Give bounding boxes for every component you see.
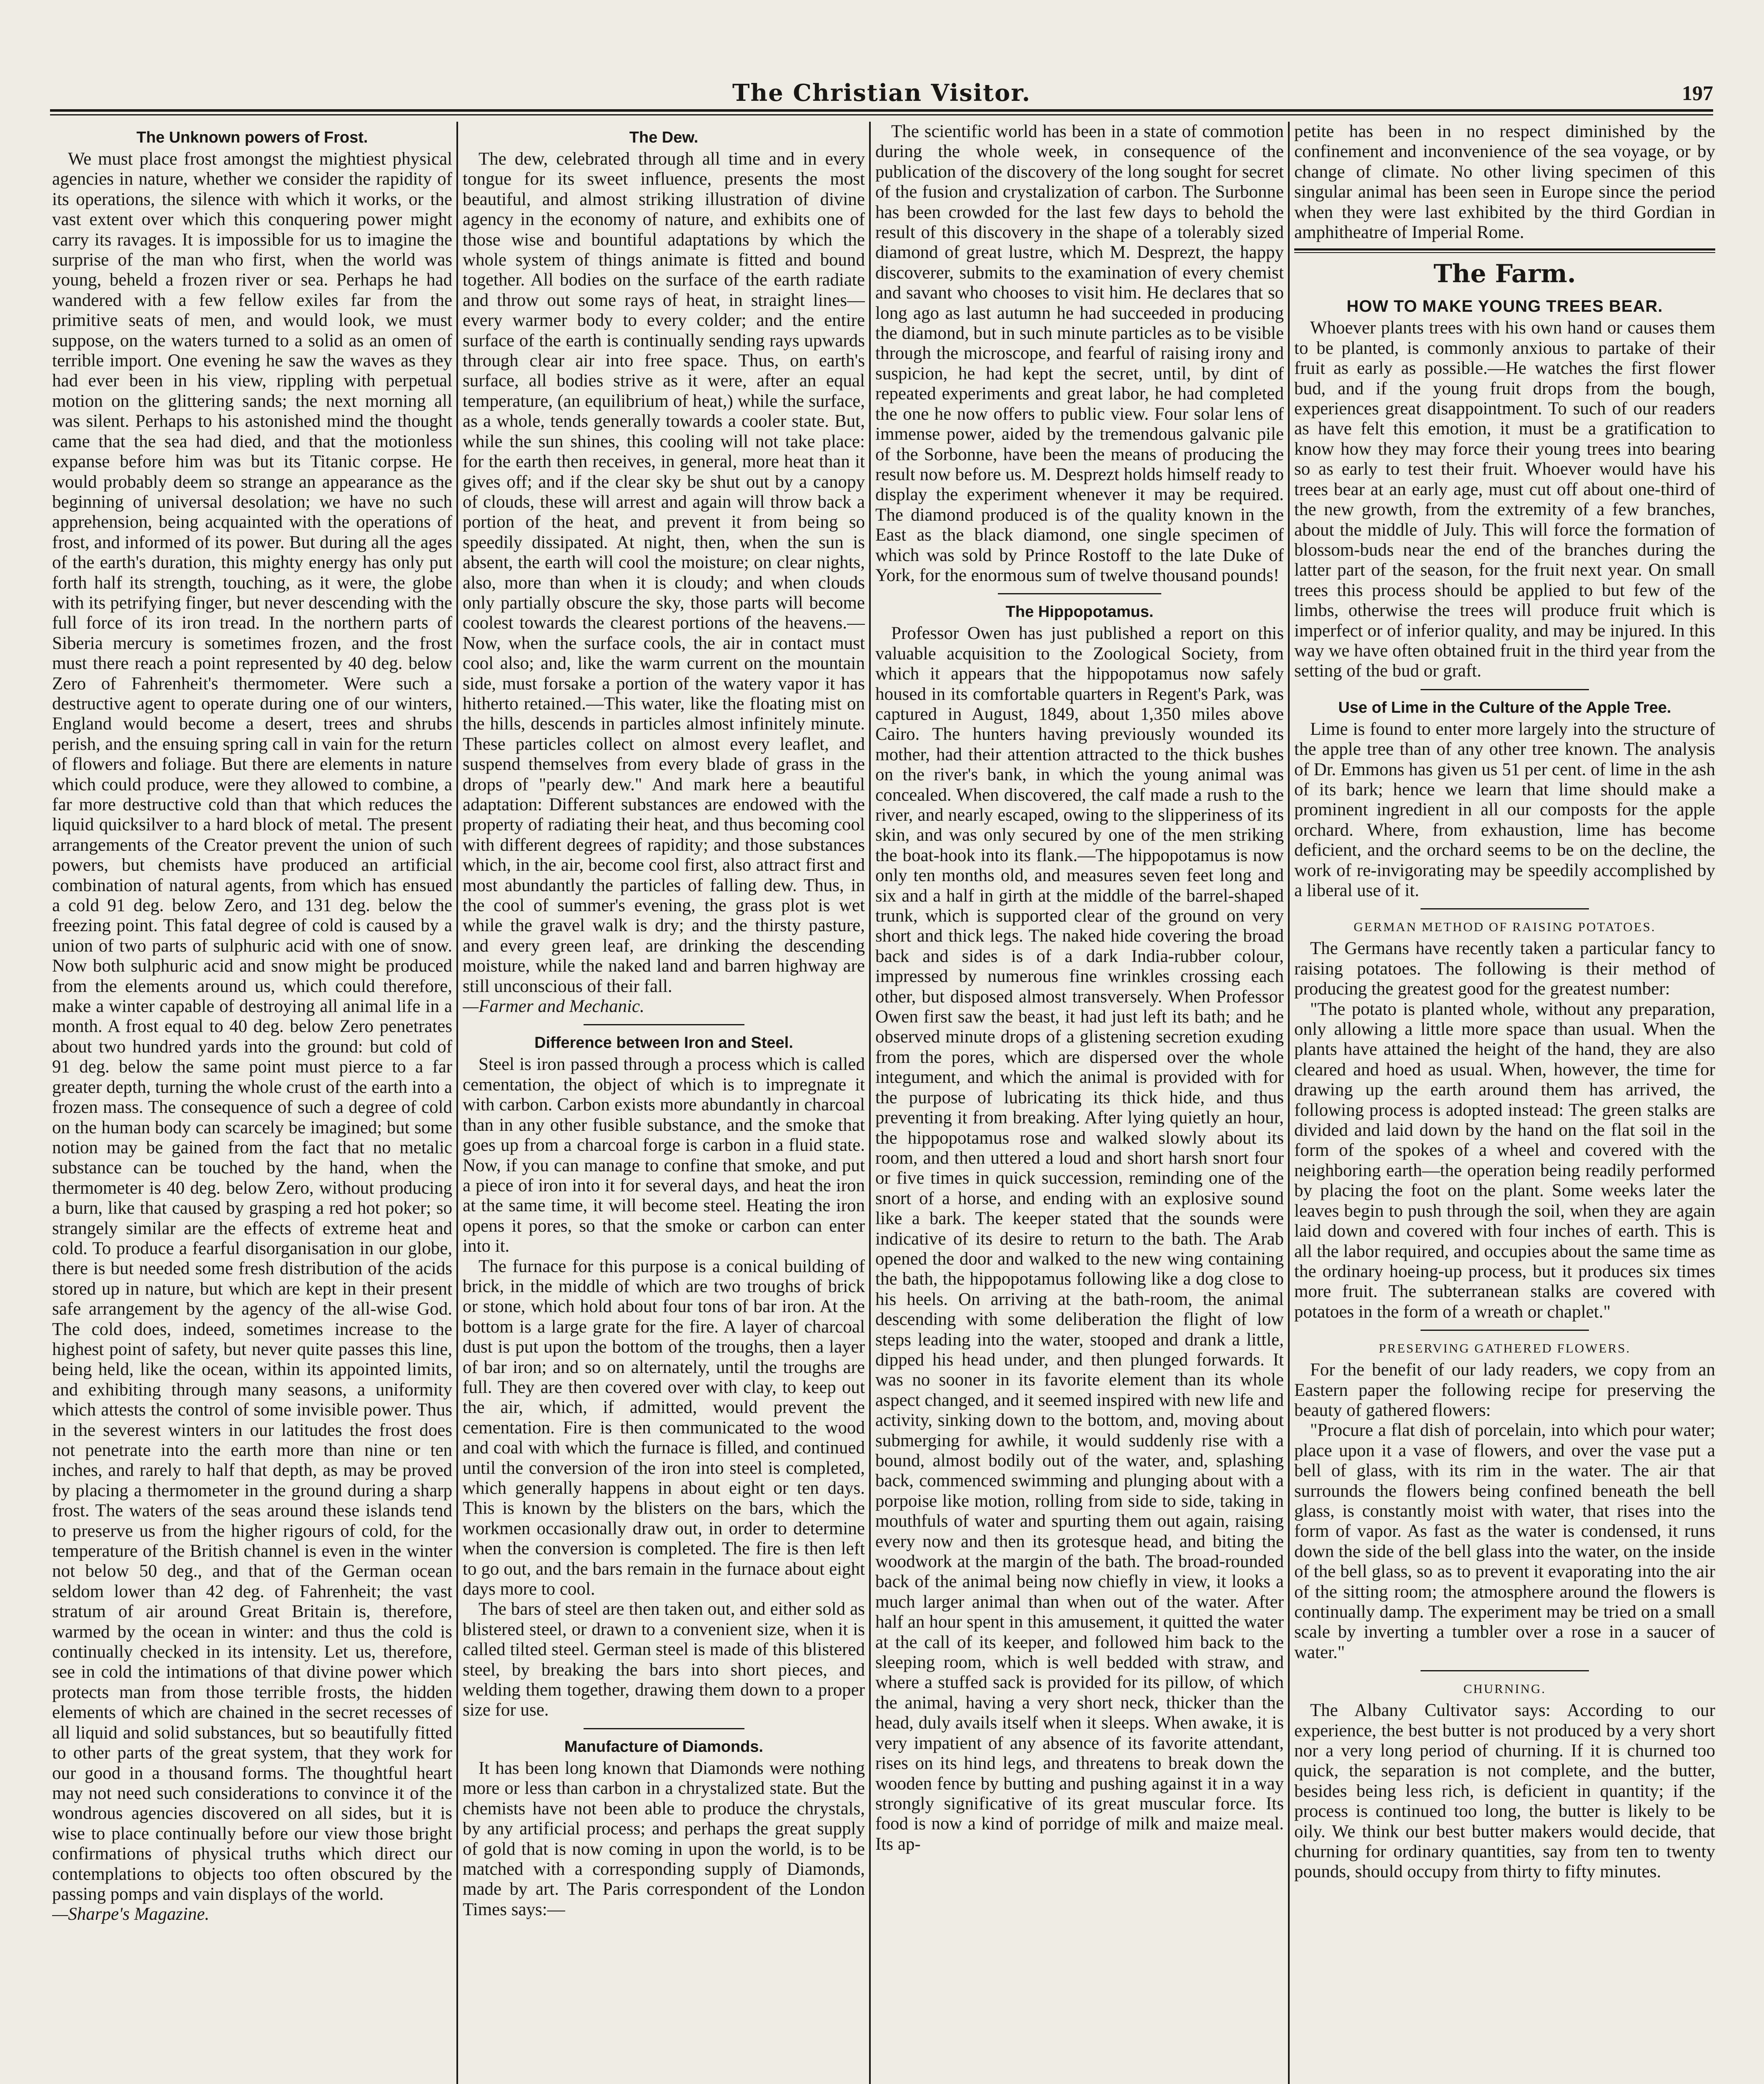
article-paragraph: We must place frost amongst the mightiest physical agencies in nature, whether we consider the rapidity of its operations, the silence with which it works, or the vast extent over which this conquering power might carry its ravages. It is impossible for us to imagine the surprise of the man who first, when the world was young, beheld a frozen river or sea. Perhaps he had wandered with a few fellow exiles far from the primitive seats of men, and would look, we must suppose, on the waters turned to a solid as an omen of terrible import. One evening he saw the waves as they had ever been in his view, rippling with perpetual motion on the glittering sands; the next morning all was silent. Perhaps to his astonished mind the thought came that the sea had died, and that the motionless expanse before him was but its Titanic corpse. He would probably deem so strange an appearance as the beginning of universal desolation; we have no such apprehension, being acquainted with the operations of frost, and informed of its power. But during all the ages of the earth's duration, this mighty energy has only put forth half its strength, touching, as it were, the globe with its petrifying finger, but never descending with the full force of its iron tread. In the northern parts of Siberia mercury is sometimes frozen, and the frost must there reach a point represented by 40 deg. below Zero of Fahrenheit's thermometer. Were such a destructive agent to operate during one of our winters, England would become a desert, trees and shrubs perish, and the ensuing spring call in vain for the return of flowers and foliage. But there are elements in nature which could produce, were they allowed to combine, a far more destructive cold than that which reduces the liquid quicksilver to a hard block of metal. The present arrangements of the Creator prevent the union of such powers, but chemists have produced an artificial combination of natural agents, from which has ensued a cold 91 deg. below Zero, and 131 deg. below the freezing point. This fatal degree of cold is caused by a union of two parts of sulphuric acid with one of snow. Now both sulphuric acid and snow might be produced from the elements around us, which could therefore, make a winter capable of destroying all animal life in a month. A frost equal to 40 deg. below Zero penetrates about two hundred yards into the ground: but cold of 91 deg. below the same point must pierce to a far greater depth, turning the whole crust of the earth into a frozen mass. The consequence of such a degree of cold on the human body can scarcely be imagined; but some notion may be gained from the fact that no metalic substance can be touched by the hand, when the thermometer is 40 deg. below Zero, without producing a burn, like that caused by grasping a red hot poker; so strangely similar are the effects of extreme heat and cold. To produce a fearful disorganisation in our globe, there is but needed some fresh distribution of the acids stored up in nature, but which are kept in their present safe arrangement by the agency of the all-wise God. The cold does, indeed, sometimes increase to the highest point of safety, but never quite passes this line, being held, like the ocean, within its appointed limits, and exhibiting through many seasons, a uniformity which attests the control of some invisible power. Thus in the severest winters in our latitudes the frost does not penetrate into the earth more than nine or ten inches, and rarely to half that depth, as may be proved by placing a thermometer in the ground during a sharp frost. The waters of the seas around these islands tend to preserve us from the higher rigours of cold, for the temperature of the British channel is even in the winter not below 50 deg., and that of the German ocean seldom lower than 42 deg. of Fahrenheit; the vast stratum of air around Great Britain is, therefore, warmed by the ocean in winter: and thus the cold is continually checked in its intensity. Let us, therefore, see in cold the intimations of that divine power which protects man from those terrible frosts, the hidden elements of which are chained in the secret recesses of all liquid and solid substances, but so beautifully fitted to other parts of the great system, that they work for our good in a thousand forms. The thoughtful heart may not need such considerations to convince it of the wondrous agencies discovered on all sides, but it is wise to place continually before our view those bright confirmations of physical truths which direct our contemplations to objects too often obscured by the passing pomps and vain displays of the world. bbox=[52, 149, 452, 1904]
article-paragraph: petite has been in no respect diminished by the confinement and inconvenience of the sea voyage, or by change of climate. No other living specimen of this singular animal has been seen in Europe since the period when they were last exhibited by the third Gordian in amphitheatre of Imperial Rome. bbox=[1294, 122, 1715, 243]
section-heading-farm: The Farm. bbox=[1433, 259, 1576, 289]
article-title-dew: The Dew. bbox=[629, 129, 699, 146]
article-paragraph: The bars of steel are then taken out, and either sold as blistered steel, or drawn to a convenient size, when it is called tilted steel. German steel is made of this blistered steel, by breaking the bars into short pieces, and welding them together, drawing them down to a proper size for use. bbox=[463, 1599, 865, 1720]
article-paragraph: "The potato is planted whole, without any preparation, only allowing a little more space than usual. When the plants have attained the height of the hand, they are also cleared and hoed as usual. When, however, the time for drawing up the earth around them has arrived, the following process is adopted instead: The green stalks are divided and laid down by the hand on the flat soil in the form of the spokes of a wheel and covered with the neighboring earth—the operation being readily performed by placing the foot on the plant. Some weeks later the leaves begin to push through the soil, when they are again laid down and covered with four inches of earth. This is all the labor required, and occupies about the same time as the ordinary hoeing-up process, but it produces six times more fruit. The subterranean stalks are covered with potatoes in the form of a wreath or chaplet." bbox=[1294, 999, 1715, 1322]
article-paragraph: Steel is iron passed through a process which is called cementation, the object of which is to impregnate it with carbon. Carbon exists more abundantly in charcoal than in any other fusible substance, and the smoke that goes up from a charcoal forge is carbon in a fluid state. Now, if you can manage to confine that smoke, and put a piece of iron into it for several days, and heat the iron at the same time, it will become steel. Heating the iron opens it pores, so that the smoke or carbon can enter into it. bbox=[463, 1055, 865, 1256]
article-paragraph: Lime is found to enter more largely into the structure of the apple tree than of any other tree known. The analysis of Dr. Emmons has given us 51 per cent. of lime in the ash of its bark; hence we learn that lime should make a prominent ingredient in all our composts for the apple orchard. Where, from exhaustion, lime has become deficient, and the orchard seems to be on the decline, the work of re-invigorating may be speedily accomplished by a liberal use of it. bbox=[1294, 719, 1715, 900]
section-divider bbox=[1421, 1670, 1589, 1671]
article-paragraph: The Germans have recently taken a particular fancy to raising potatoes. The following is their method of producing the greatest good for the greatest number: bbox=[1294, 939, 1715, 999]
article-title-frost: The Unknown powers of Frost. bbox=[136, 129, 368, 146]
page-number: 197 bbox=[1682, 81, 1713, 105]
masthead-title: The Christian Visitor. bbox=[732, 79, 1031, 107]
column-divider bbox=[456, 122, 458, 2084]
article-title-hippopotamus: The Hippopotamus. bbox=[1005, 603, 1154, 621]
column-divider bbox=[869, 122, 871, 2084]
article-title-iron-steel: Difference between Iron and Steel. bbox=[534, 1034, 793, 1052]
column-2 bbox=[463, 122, 865, 2084]
masthead-rule-thick bbox=[50, 109, 1713, 112]
article-paragraph: It has been long known that Diamonds were nothing more or less than carbon in a chrystalized state. But the chemists have not been able to produce the chrystals, by any artificial process; and perhaps the great supply of gold that is now coming in upon the world, is to be matched with a corresponding supply of Diamonds, made by art. The Paris correspondent of the London Times says:— bbox=[463, 1758, 865, 1919]
article-paragraph: The dew, celebrated through all time and in every tongue for its sweet influence, presents the most beautiful, and almost striking illustration of divine agency in the economy of nature, and exhibits one of those wise and bountiful adaptations by which the whole system of things animate is fitted and bound together. All bodies on the surface of the earth radiate and throw out some rays of heat, in straight lines—every warmer body to every colder; and the entire surface of the earth is continually sending rays upwards through clear air into free space. Thus, on earth's surface, all bodies strive as it were, after an equal temperature, (an equilibrium of heat,) while the surface, as a whole, tends generally towards a cooler state. But, while the sun shines, this cooling will not take place: for the earth then receives, in general, more heat than it gives off; and if the clear sky be shut out by a canopy of clouds, these will arrest and again will throw back a portion of the heat, and prevent it from being so speedily dissipated. At night, then, when the sun is absent, the earth will cool the moisture; on clear nights, also, more than when it is cloudy; and when clouds only partially obscure the sky, those parts will become coolest towards the clearest portions of the heavens.—Now, when the surface cools, the air in contact must cool also; and, like the warm current on the mountain side, must forsake a portion of the watery vapor it has hitherto retained.—This water, like the floating mist on the hills, descends in particles almost infinitely minute. These particles collect on almost every leaflet, and suspend themselves from every blade of grass in the drops of "pearly dew." And mark here a beautiful adaptation: Different substances are endowed with the property of radiating their heat, and thus becoming cool with different degrees of rapidity; and those substances which, in the air, become cool first, also attract first and most abundantly the particles of falling dew. Thus, in the cool of summer's evening, the grass plot is wet while the gravel walk is dry; and the thirsty pasture, and every green leaf, are drinking the descending moisture, while the naked land and barren highway are still unconscious of their fall. bbox=[463, 149, 865, 996]
masthead bbox=[50, 79, 1713, 107]
article-paragraph: The scientific world has been in a state of commotion during the whole week, in consequence of the publication of the discovery of the long sought for secret of the fusion and crystalization of carbon. The Surbonne has been crowded for the last few days to behold the result of this discovery in the shape of a tolerably sized diamond of great lustre, which M. Desprezt, the happy discoverer, submits to the examination of every chemist and savant who chooses to visit him. He declares that so long ago as last autumn he had succeeded in producing the diamond, but in such minute particles as to be visible through the microscope, and fearful of raising irony and suspicion, he had kept the secret, until, by dint of repeated experiments and great labor, he had completed the one he now offers to public view. Four solar lens of immense power, aided by the tremendous galvanic pile of the Sorbonne, have been the means of producing the result now before us. M. Desprezt holds himself ready to display the experiment whenever it may be required. The diamond produced is of the quality known in the East as the black diamond, one single specimen of which was sold by Prince Rostoff to the late Duke of York, for the enormous sum of twelve thousand pounds! bbox=[875, 122, 1284, 585]
article-source: —Farmer and Mechanic. bbox=[463, 997, 644, 1017]
article-paragraph: Professor Owen has just published a report on this valuable acquisition to the Zoological Society, from which it appears that the hippopotamus now safely housed in its comfortable quarters in Regent's Park, was captured in August, 1849, about 1,350 miles above Cairo. The hunters having previously wounded its mother, had their attention attracted to the thick bushes on the river's bank, in which the young animal was concealed. When discovered, the calf made a rush to the river, and nearly escaped, owing to the slipperiness of its skin, and was only secured by one of the men striking the boat-hook into its flank.—The hippopotamus is now only ten months old, and measures seven feet long and six and a half in girth at the middle of the barrel-shaped trunk, which is supported clear of the ground on very short and thick legs. The naked hide covering the broad back and sides is of a dark India-rubber colour, impressed by numerous fine wrinkles crossing each other, but disposed almost transversely. When Professor Owen first saw the beast, it had just left its bath; and he observed minute drops of a glistening secretion exuding from the pores, which are dispersed over the whole integument, and which the animal is provided with for the purpose of lubricating its thick hide, and thus preventing it from breaking. After lying quietly an hour, the hippopotamus rose and walked slowly about its room, and then uttered a loud and short harsh snort four or five times in quick succession, reminding one of the snort of a horse, and ending with an explosive sound like a bark. The keeper stated that the sounds were indicative of its desire to return to the bath. The Arab opened the door and walked to the new wing containing the bath, the hippopotamus following like a dog close to his heels. On arriving at the bath-room, the animal descending with some deliberation the flight of low steps leading into the water, stooped and drank a little, dipped his head under, and then plunged forwards. It was no sooner in its favorite element than its whole aspect changed, and it seemed inspired with new life and activity, sinking down to the bottom, and, moving about submerging for awhile, it would suddenly rise with a bound, almost bodily out of the water, and, splashing back, commenced swimming and plunging about with a porpoise like motion, rolling from side to side, taking in mouthfuls of water and spurting them out again, raising every now and then its grotesque head, and biting the woodwork at the margin of the bath. The broad-rounded back of the animal being now chiefly in view, it looks a much larger animal than when out of the water. After half an hour spent in this amusement, it quitted the water at the call of its keeper, and followed him back to the sleeping room, which is well bedded with straw, and where a stuffed sack is provided for its pillow, of which the animal, having a very short neck, thicker than the head, duly avails itself when it sleeps. When awake, it is very impatient of any absence of its favorite attendant, rises on its hind legs, and threatens to break down the wooden fence by butting and pushing against it in a way strongly significative of its great muscular force. Its food is now a kind of porridge of milk and maize meal. Its ap- bbox=[875, 624, 1284, 1854]
section-divider bbox=[1421, 1330, 1589, 1331]
article-title-diamonds: Manufacture of Diamonds. bbox=[564, 1738, 764, 1756]
section-divider bbox=[1421, 689, 1589, 690]
section-divider bbox=[1421, 908, 1589, 909]
article-paragraph: "Procure a flat dish of porcelain, into which pour water; place upon it a vase of flowers, and over the vase put a bell of glass, with its rim in the water. The air that surrounds the flowers being confined beneath the bell glass, is constantly moist with water, that rises into the form of vapor. As fast as the water is condensed, it runs down the side of the bell glass into the water, on the inside of the bell glass, so as to prevent it evaporating into the air of the sitting room; the atmosphere around the flowers is continually damp. The experiment may be tried on a small scale by inverting a tumbler over a rose in a saucer of water." bbox=[1294, 1420, 1715, 1662]
article-paragraph: Whoever plants trees with his own hand or causes them to be planted, is commonly anxious to partake of their fruit as early as possible.—He watches the first flower bud, and if the young fruit drops from the bough, experiences great disappointment. To such of our readers as have felt this emotion, it must be a gratification to know how they may force their young trees into bearing so as early to test their fruit. Whoever would have his trees bear at an early age, must cut off about one-third of the new growth, from the extremity of a few branches, about the middle of July. This will force the formation of blossom-buds near the end of the branches during the latter part of the season, for the fruit next year. On small trees this process should be applied to but few of the limbs, otherwise the trees will produce fruit which is imperfect or of inferior quality, and may be injured. In this way we have often obtained fruit in the third year from the setting of the bud or graft. bbox=[1294, 318, 1715, 681]
section-divider bbox=[584, 1024, 744, 1025]
column-divider bbox=[1288, 122, 1290, 2084]
article-title-churning: CHURNING. bbox=[1463, 1681, 1546, 1696]
column-1 bbox=[52, 122, 452, 2084]
article-paragraph: The Albany Cultivator says: According to our experience, the best butter is not produced by a very short nor a very long period of churning. If it is churned too quick, the separation is not complete, and the butter, besides being less rich, is deficient in quantity; if the process is continued too long, the butter is likely to be oily. We think our best butter makers would decide, that churning for ordinary quantities, say from ten to twenty pounds, should occupy from thirty to fifty minutes. bbox=[1294, 1701, 1715, 1882]
article-title-lime: Use of Lime in the Culture of the Apple Tree. bbox=[1338, 699, 1671, 716]
article-paragraph: The furnace for this purpose is a conical building of brick, in the middle of which are two troughs of brick or stone, which hold about four tons of bar iron. At the bottom is a large grate for the fire. A layer of charcoal dust is put upon the bottom of the troughs, then a layer of bar iron; and so on alternately, until the troughs are full. They are then covered over with clay, to keep out the air, which, if admitted, would prevent the cementation. Fire is then communicated to the wood and coal with which the furnace is filled, and continued until the conversion of the iron into steel is completed, which generally happens in about eight or ten days. This is known by the blisters on the bars, which the workmen occasionally draw out, in order to determine when the conversion is completed. The fire is then left to go out, and the bars remain in the furnace about eight days more to cool. bbox=[463, 1256, 865, 1599]
section-divider bbox=[998, 593, 1161, 594]
column-4 bbox=[1294, 122, 1715, 2084]
article-title-young-trees: HOW TO MAKE YOUNG TREES BEAR. bbox=[1346, 297, 1663, 316]
masthead-rule-thin bbox=[50, 114, 1713, 115]
column-3 bbox=[875, 122, 1284, 2084]
section-divider bbox=[584, 1728, 744, 1729]
article-paragraph: For the benefit of our lady readers, we copy from an Eastern paper the following recipe for preserving the beauty of gathered flowers: bbox=[1294, 1360, 1715, 1420]
article-title-potatoes: GERMAN METHOD OF RAISING POTATOES. bbox=[1353, 919, 1656, 934]
section-rule bbox=[1294, 252, 1715, 253]
section-rule bbox=[1294, 248, 1715, 250]
article-title-flowers: PRESERVING GATHERED FLOWERS. bbox=[1378, 1341, 1631, 1356]
article-source: —Sharpe's Magazine. bbox=[52, 1904, 210, 1924]
